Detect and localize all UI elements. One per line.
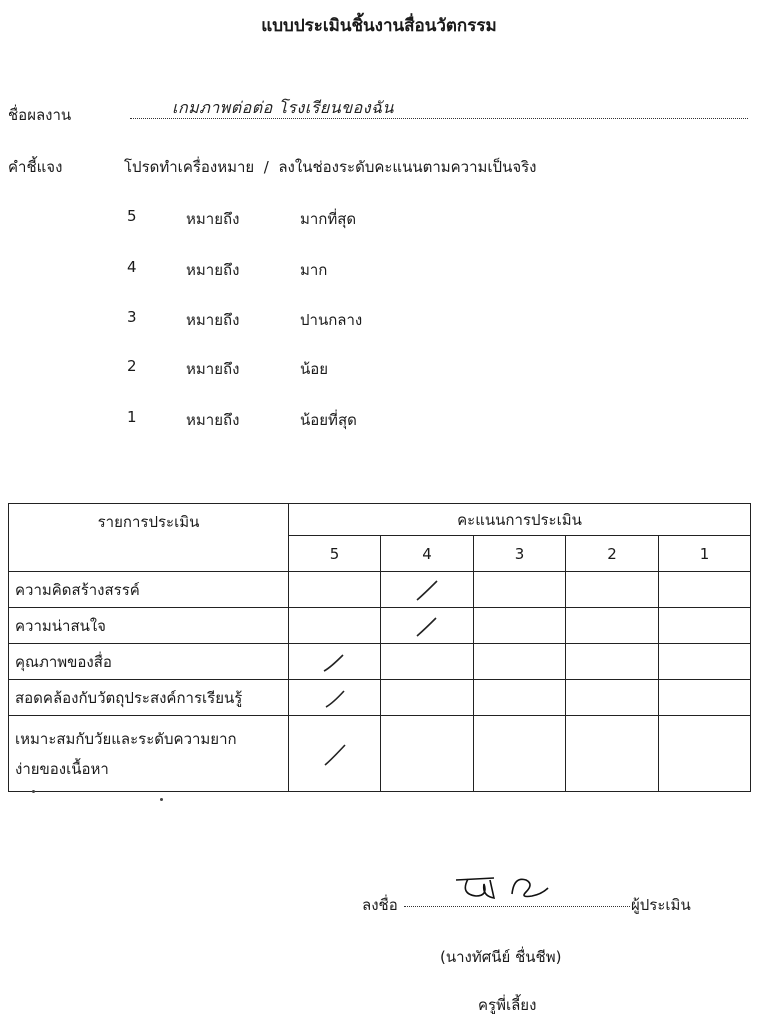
- evaluation-table: [8, 503, 751, 792]
- work-name-value: เกมภาพต่อต่อ โรงเรียนของฉัน: [172, 98, 394, 117]
- score-cell: [474, 572, 566, 608]
- score-cell: [659, 572, 751, 608]
- table-row: [9, 680, 751, 716]
- score-cell: [381, 572, 474, 608]
- score-cell: [659, 716, 751, 792]
- criterion-label-line: ง่ายของเนื้อหา: [15, 759, 109, 778]
- score-cell: [381, 644, 474, 680]
- score-cell: [659, 644, 751, 680]
- instructions-label: คำชี้แจง: [8, 158, 63, 176]
- score-cell: [474, 644, 566, 680]
- criterion-label-line: เหมาะสมกับวัยและระดับความยาก: [15, 729, 237, 748]
- scale-score: 3: [127, 308, 137, 326]
- table-row: [9, 608, 751, 644]
- scale-desc: น้อยที่สุด: [300, 411, 357, 429]
- scan-speck: [32, 790, 35, 793]
- score-cell: [474, 716, 566, 792]
- item-header: รายการประเมิน: [9, 504, 289, 572]
- scan-speck: [160, 798, 163, 801]
- score-cell: [659, 608, 751, 644]
- scale-desc: ปานกลาง: [300, 311, 363, 329]
- scale-score: 5: [127, 207, 137, 225]
- scale-score: 2: [127, 357, 137, 375]
- score-cell: [289, 680, 381, 716]
- scale-desc: มากที่สุด: [300, 210, 357, 228]
- score-cell: [381, 680, 474, 716]
- table-row: [9, 572, 751, 608]
- score-cell: [381, 716, 474, 792]
- score-cell: [566, 572, 659, 608]
- table-row: [9, 716, 751, 792]
- checkmark-icon: [407, 575, 447, 605]
- score-cell: [289, 644, 381, 680]
- scale-means: หมายถึง: [186, 210, 240, 228]
- score-column-header: 1: [659, 536, 751, 572]
- criterion-label: สอดคล้องกับวัตถุประสงค์การเรียนรู้: [9, 680, 289, 716]
- criterion-label: คุณภาพของสื่อ: [9, 644, 289, 680]
- handwritten-signature: [450, 866, 560, 908]
- scale-means: หมายถึง: [186, 360, 240, 378]
- criterion-label: ความคิดสร้างสรรค์: [9, 572, 289, 608]
- score-cell: [289, 716, 381, 792]
- score-cell: [474, 680, 566, 716]
- score-cell: [289, 572, 381, 608]
- table-row: [9, 644, 751, 680]
- scale-means: หมายถึง: [186, 261, 240, 279]
- scale-score: 4: [127, 258, 137, 276]
- scale-desc: น้อย: [300, 360, 329, 378]
- scale-score: 1: [127, 408, 137, 426]
- scale-means: หมายถึง: [186, 411, 240, 429]
- score-cell: [381, 608, 474, 644]
- evaluator-position: ครูพี่เลี้ยง: [478, 996, 537, 1014]
- checkmark-icon: [315, 683, 355, 713]
- evaluator-name: (นางทัศนีย์ ชื่นชีพ): [440, 948, 562, 966]
- scale-means: หมายถึง: [186, 311, 240, 329]
- score-cell: [566, 680, 659, 716]
- checkmark-icon: [315, 647, 355, 677]
- form-title: แบบประเมินชิ้นงานสื่อนวัตกรรม: [261, 16, 497, 36]
- evaluator-role: ผู้ประเมิน: [631, 896, 691, 914]
- criterion-label: ความน่าสนใจ: [9, 608, 289, 644]
- instructions-text: โปรดทำเครื่องหมาย / ลงในช่องระดับคะแนนตามความเป็นจริง: [124, 158, 537, 176]
- criterion-label: [9, 716, 289, 792]
- checkmark-icon: [315, 737, 355, 771]
- sign-label: ลงชื่อ: [362, 896, 398, 914]
- score-cell: [474, 608, 566, 644]
- score-column-header: 3: [474, 536, 566, 572]
- scale-desc: มาก: [300, 261, 328, 279]
- score-header: คะแนนการประเมิน: [289, 504, 751, 536]
- score-cell: [566, 608, 659, 644]
- score-column-header: 2: [566, 536, 659, 572]
- checkmark-icon: [407, 611, 447, 641]
- work-name-label: ชื่อผลงาน: [8, 106, 72, 124]
- score-column-header: 4: [381, 536, 474, 572]
- score-cell: [289, 608, 381, 644]
- score-cell: [659, 680, 751, 716]
- score-column-header: 5: [289, 536, 381, 572]
- score-cell: [566, 644, 659, 680]
- score-cell: [566, 716, 659, 792]
